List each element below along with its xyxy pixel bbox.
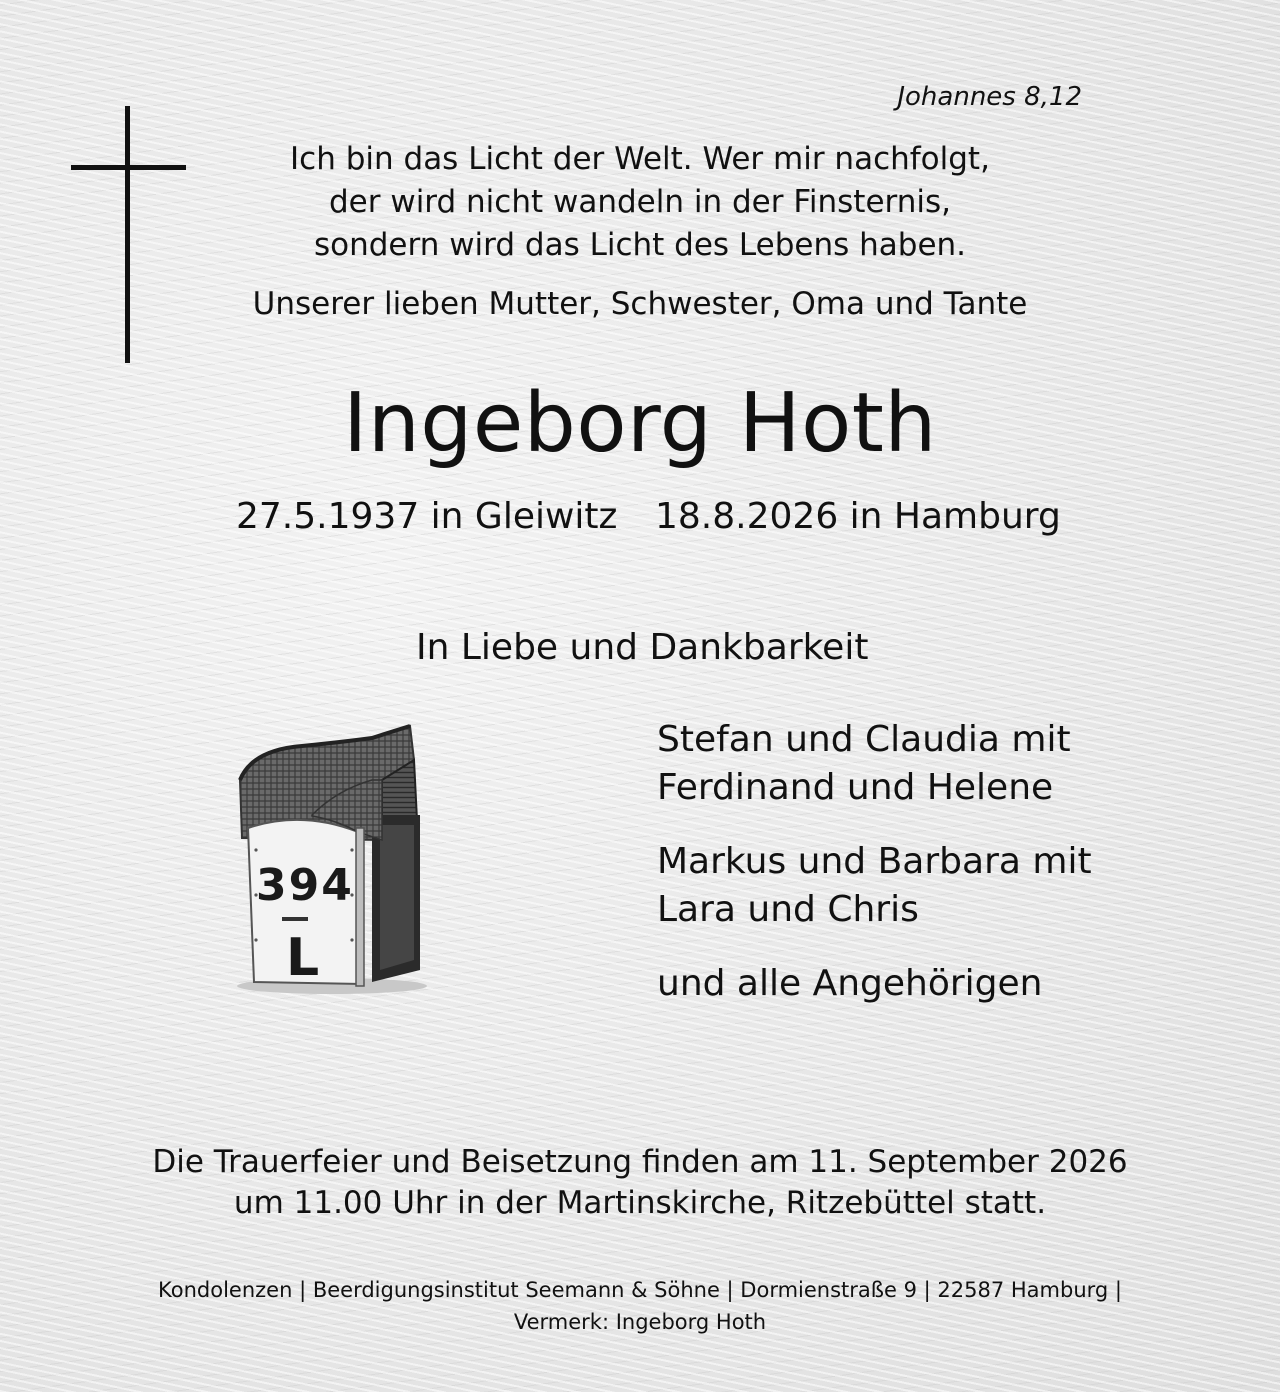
condolence-contact	[0, 1274, 1280, 1338]
service-line: um 11.00 Uhr in der Martinskirche, Ritzebüttel statt.	[233, 1185, 1047, 1221]
verse-line: der wird nicht wandeln in der Finsternis,	[328, 184, 951, 220]
verse-line: sondern wird das Licht des Lebens haben.	[313, 227, 967, 263]
birth-info: 27.5.1937 in Gleiwitz	[236, 496, 618, 537]
verse-reference: Johannes 8,12	[897, 82, 1082, 112]
contact-line: Vermerk: Ingeborg Hoth	[513, 1310, 767, 1334]
beach-chair-letter: L	[286, 928, 320, 988]
service-line: Die Trauerfeier und Beisetzung finden am 11. September 2026	[152, 1144, 1128, 1180]
mourner-line: Lara und Chris	[657, 889, 919, 930]
list-item	[657, 838, 1092, 934]
mourner-line: Markus und Barbara mit	[657, 841, 1092, 882]
death-info: 18.8.2026 in Hamburg	[655, 496, 1061, 537]
mourner-line: Stefan und Claudia mit	[657, 719, 1071, 760]
beach-chair-image	[232, 720, 432, 995]
beach-chair-number: 394	[256, 860, 354, 911]
mourner-line: und alle Angehörigen	[657, 963, 1043, 1004]
verse-line: Ich bin das Licht der Welt. Wer mir nachfolgt,	[290, 141, 990, 177]
list-item	[657, 716, 1092, 812]
bible-verse	[0, 138, 1280, 267]
mourners-list	[657, 716, 1092, 1034]
mourner-line: Ferdinand und Helene	[657, 767, 1054, 808]
thanks-line: In Liebe und Dankbarkeit	[416, 627, 869, 668]
dedication: Unserer lieben Mutter, Schwester, Oma und Tante	[252, 286, 1028, 322]
contact-line: Kondolenzen | Beerdigungsinstitut Seemann & Söhne | Dormienstraße 9 | 22587 Hamburg |	[158, 1278, 1122, 1302]
service-info	[0, 1142, 1280, 1224]
deceased-name: Ingeborg Hoth	[343, 376, 937, 471]
list-item	[657, 960, 1092, 1008]
